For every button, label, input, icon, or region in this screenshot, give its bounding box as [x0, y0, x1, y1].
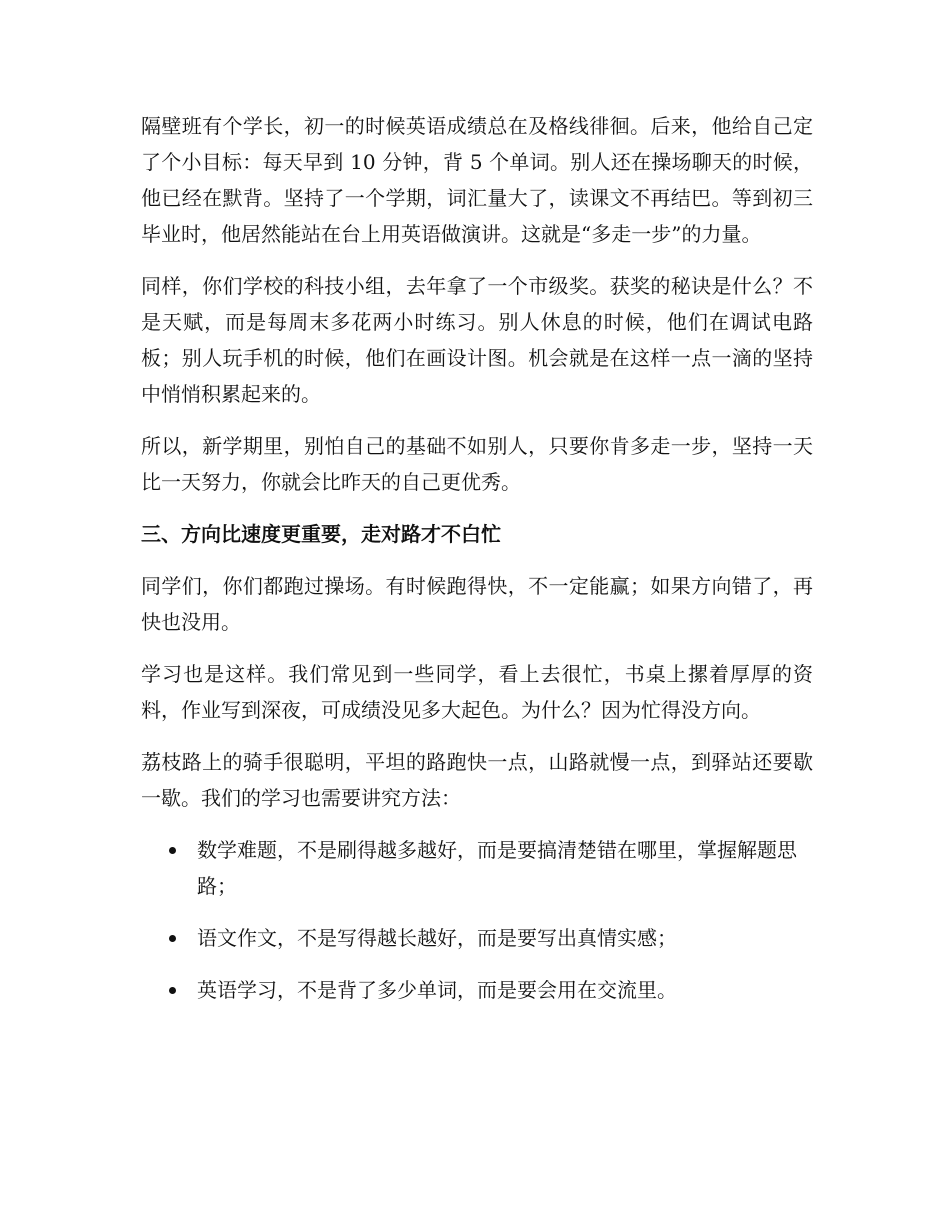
list-item	[141, 972, 813, 1008]
paragraph-running-analogy: 同学们，你们都跑过操场。有时候跑得快，不一定能赢；如果方向错了，再快也没用。	[141, 574, 813, 634]
method-list	[141, 832, 813, 1008]
list-item-text: 语文作文，不是写得越长越好，而是要写出真情实感；	[197, 926, 677, 950]
paragraph-busy-without-direction: 学习也是这样。我们常见到一些同学，看上去很忙，书桌上摞着厚厚的资料，作业写到深夜，可成绩没见多大起色。为什么？因为忙得没方向。	[141, 662, 813, 722]
paragraph-lychee-road-riders: 荔枝路上的骑手很聪明，平坦的路跑快一点，山路就慢一点，到驿站还要歇一歇。我们的学习也需要讲究方法：	[141, 750, 813, 810]
bullet-icon	[169, 847, 176, 854]
paragraph-senior-english-story: 隔壁班有个学长，初一的时候英语成绩总在及格线徘徊。后来，他给自己定了个小目标：每天早到 10 分钟，背 5 个单词。别人还在操场聊天的时候，他已经在默背。坚持了一个学期，词汇量大了，读课文不再结巴。等到初三毕业时，他居然能站在台上用英语做演讲。这就是“多走一步”的力量。	[141, 114, 813, 246]
paragraph-new-semester-advice: 所以，新学期里，别怕自己的基础不如别人，只要你肯多走一步，坚持一天比一天努力，你就会比昨天的自己更优秀。	[141, 434, 813, 494]
paragraph-tech-group-story: 同样，你们学校的科技小组，去年拿了一个市级奖。获奖的秘诀是什么？不是天赋，而是每周末多花两小时练习。别人休息的时候，他们在调试电路板；别人玩手机的时候，他们在画设计图。机会就是在这样一点一滴的坚持中悄悄积累起来的。	[141, 274, 813, 406]
list-item-text: 数学难题，不是刷得越多越好，而是要搞清楚错在哪里，掌握解题思路；	[197, 838, 797, 898]
list-item	[141, 920, 813, 956]
bullet-icon	[169, 987, 176, 994]
list-item-text: 英语学习，不是背了多少单词，而是要会用在交流里。	[197, 978, 677, 1002]
list-item	[141, 832, 813, 904]
section-heading: 三、方向比速度更重要，走对路才不白忙	[141, 522, 501, 546]
bullet-icon	[169, 935, 176, 942]
document-page	[141, 108, 813, 1024]
